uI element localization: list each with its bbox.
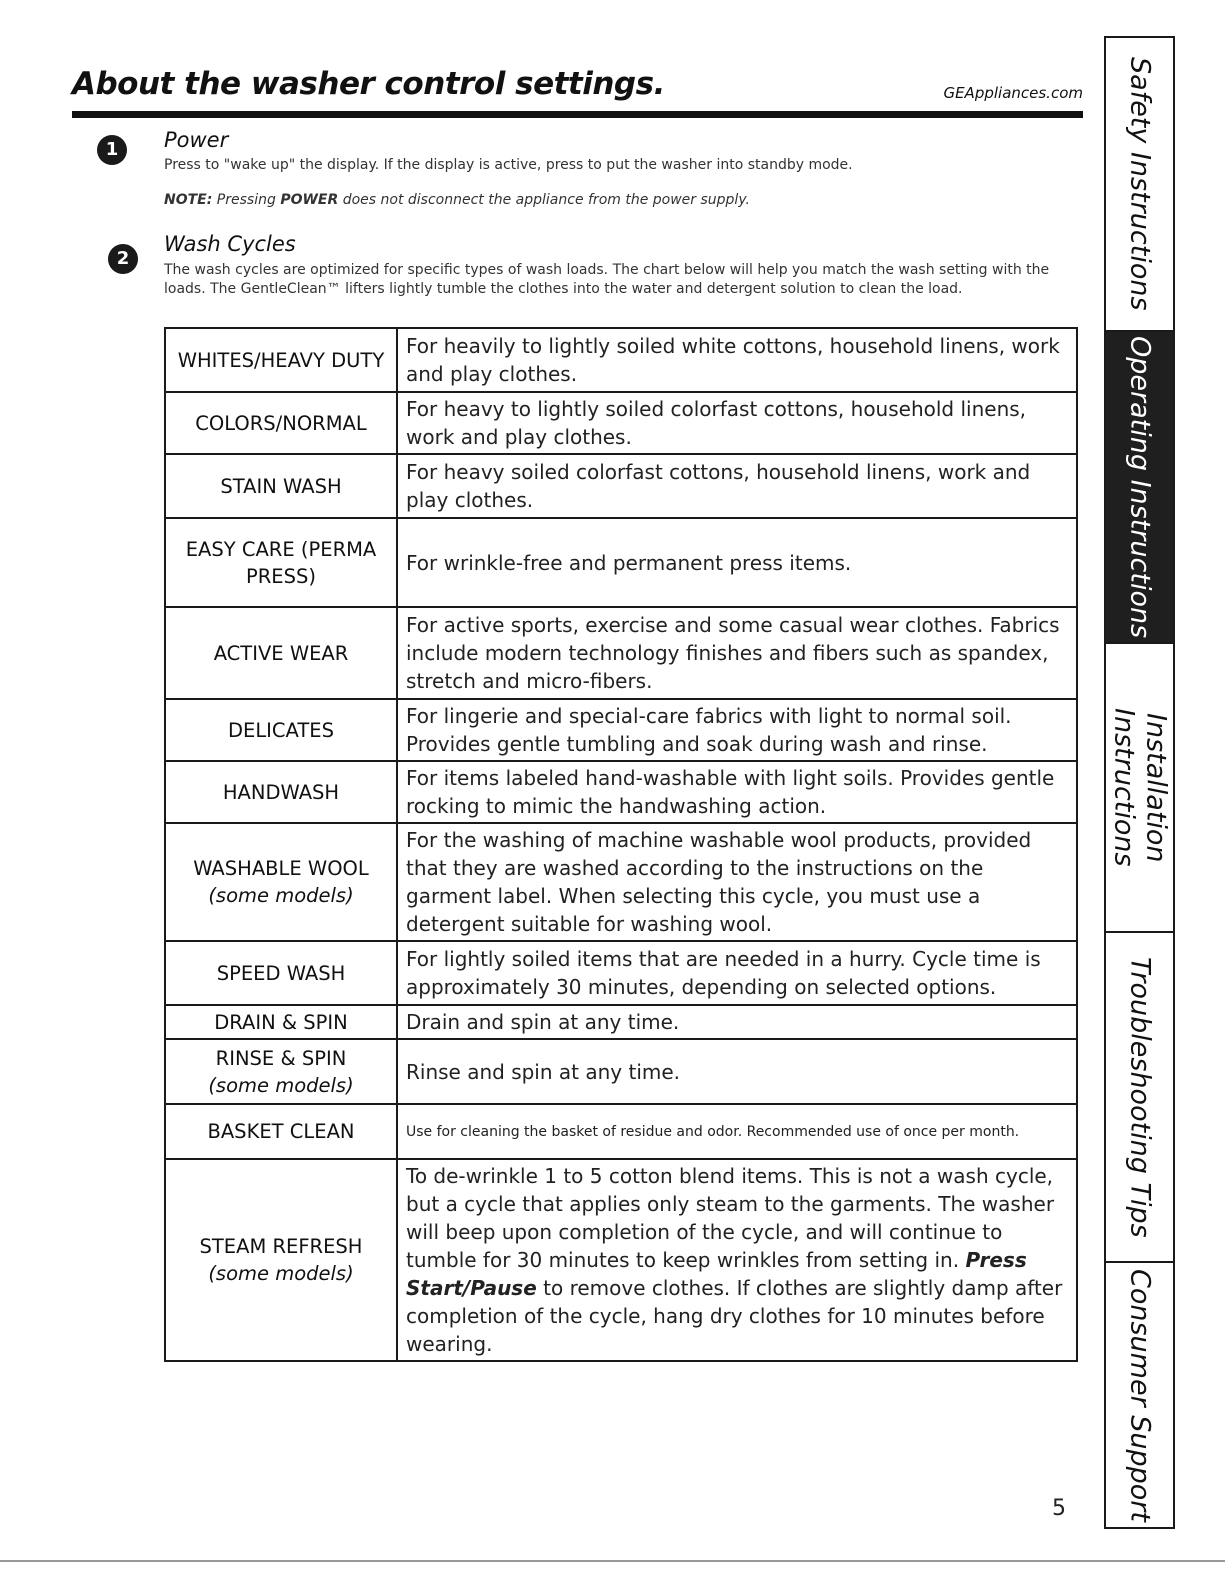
cycle-name-text: DELICATES	[227, 718, 334, 742]
cycle-description: For active sports, exercise and some casual wear clothes. Fabrics include modern technology finishes and fibers such as spandex, stretch and micro-fibers.	[397, 607, 1077, 699]
cycle-name-text: SPEED WASH	[216, 961, 346, 985]
tab-label: Safety Instructions	[1124, 57, 1156, 311]
cycle-description: For items labeled hand-washable with light soils. Provides gentle rocking to mimic the handwashing action.	[397, 761, 1077, 823]
cycle-description: Use for cleaning the basket of residue and odor. Recommended use of once per month.	[397, 1104, 1077, 1159]
tab-installation-instructions[interactable]	[1106, 644, 1173, 933]
cycle-description: For heavily to lightly soiled white cottons, household linens, work and play clothes.	[397, 328, 1077, 392]
title-rule	[72, 111, 1083, 118]
table-row	[165, 328, 1077, 392]
table-row	[165, 1039, 1077, 1104]
table-row	[165, 941, 1077, 1005]
wash-cycles-heading: Wash Cycles	[164, 232, 296, 256]
note-text-post: does not disconnect the appliance from the power supply.	[342, 192, 750, 208]
website-link[interactable]: GEAppliances.com	[943, 84, 1083, 102]
page-title: About the washer control settings.	[72, 66, 665, 102]
cycle-name-text: EASY CARE (PERMA PRESS)	[185, 537, 377, 588]
power-note	[164, 191, 1074, 210]
power-heading: Power	[164, 128, 229, 152]
table-row	[165, 454, 1077, 518]
cycle-desc-bold: Press Start/Pause	[406, 1248, 1027, 1300]
cycle-name	[165, 699, 397, 761]
table-row	[165, 1104, 1077, 1159]
tab-consumer-support[interactable]	[1106, 1263, 1173, 1527]
cycle-note: (some models)	[208, 1262, 354, 1285]
tab-label: Consumer Support	[1124, 1268, 1156, 1522]
table-row	[165, 761, 1077, 823]
cycle-name-text: WASHABLE WOOL	[193, 857, 369, 880]
tab-label: Operating Instructions	[1124, 335, 1156, 639]
cycle-description: Rinse and spin at any time.	[397, 1039, 1077, 1104]
footer-divider	[0, 1560, 1225, 1562]
note-text-pre: Pressing	[216, 192, 276, 208]
cycle-name	[165, 454, 397, 518]
cycle-name	[165, 518, 397, 607]
cycle-name	[165, 328, 397, 392]
tab-troubleshooting-tips[interactable]	[1106, 933, 1173, 1263]
cycle-name-text: BASKET CLEAN	[207, 1120, 355, 1143]
table-row	[165, 1005, 1077, 1039]
table-row	[165, 518, 1077, 607]
table-row	[165, 823, 1077, 941]
cycle-name-text: STAIN WASH	[220, 474, 342, 498]
cycle-name-text: STEAM REFRESH	[199, 1235, 363, 1258]
cycle-note: (some models)	[208, 884, 354, 907]
tab-operating-instructions[interactable]	[1106, 332, 1173, 644]
note-label: NOTE:	[164, 192, 213, 208]
cycle-description: Drain and spin at any time.	[397, 1005, 1077, 1039]
cycle-name	[165, 1159, 397, 1361]
cycle-name	[165, 1039, 397, 1104]
cycle-description: For wrinkle-free and permanent press items.	[397, 518, 1077, 607]
cycle-description: For lightly soiled items that are needed in a hurry. Cycle time is approximately 30 minutes, depending on selected options.	[397, 941, 1077, 1005]
note-bold-power: POWER	[280, 192, 339, 208]
cycle-description	[397, 1159, 1077, 1361]
cycle-note: (some models)	[208, 1073, 354, 1097]
table-row	[165, 699, 1077, 761]
cycle-desc-post: to remove clothes. If clothes are slightly damp after completion of the cycle, hang dry clothes for 10 minutes before wearing.	[406, 1276, 1063, 1356]
cycle-name-text: ACTIVE WEAR	[213, 641, 349, 665]
section-tabs-sidebar	[1104, 36, 1175, 1529]
cycle-name	[165, 941, 397, 1005]
tab-label: Installation Instructions	[1108, 708, 1172, 867]
power-description: Press to "wake up" the display. If the display is active, press to put the washer into standby mode.	[164, 157, 853, 173]
cycle-name	[165, 392, 397, 454]
cycle-name-text: COLORS/NORMAL	[195, 411, 367, 435]
cycle-name	[165, 607, 397, 699]
page-number: 5	[1052, 1496, 1066, 1521]
cycle-description: For the washing of machine washable wool products, provided that they are washed according to the instructions on the garment label. When selecting this cycle, you must use a detergent suitable for washing wool.	[397, 823, 1077, 941]
cycle-name	[165, 1005, 397, 1039]
table-row	[165, 1159, 1077, 1361]
step-1-badge: 1	[97, 135, 127, 165]
cycle-description: For heavy soiled colorfast cottons, household linens, work and play clothes.	[397, 454, 1077, 518]
wash-cycles-table	[164, 327, 1078, 1362]
cycle-name-text: RINSE & SPIN	[215, 1046, 347, 1070]
wash-cycles-description: The wash cycles are optimized for specific types of wash loads. The chart below will help you match the wash setting with the loads. The GentleClean™ lifters lightly tumble the clothes into the water and detergent solution to clean the load.	[164, 262, 1050, 297]
cycle-name-text: WHITES/HEAVY DUTY	[177, 348, 385, 372]
cycle-name-text: HANDWASH	[222, 780, 340, 804]
table-row	[165, 607, 1077, 699]
cycle-name	[165, 823, 397, 941]
cycle-name	[165, 761, 397, 823]
tab-safety-instructions[interactable]	[1106, 38, 1173, 332]
cycle-description: For lingerie and special-care fabrics with light to normal soil. Provides gentle tumbling and soak during wash and rinse.	[397, 699, 1077, 761]
cycle-desc-pre: To de-wrinkle 1 to 5 cotton blend items. This is not a wash cycle, but a cycle that applies only steam to the garments. The washer will beep upon completion of the cycle, and will continue to tumble for 30 minutes to keep wrinkles from setting in.	[406, 1164, 1055, 1272]
cycle-name-text: DRAIN & SPIN	[214, 1010, 348, 1034]
cycle-name	[165, 1104, 397, 1159]
tab-label: Troubleshooting Tips	[1124, 956, 1156, 1238]
step-2-badge: 2	[108, 244, 138, 274]
table-row	[165, 392, 1077, 454]
cycle-description: For heavy to lightly soiled colorfast cottons, household linens, work and play clothes.	[397, 392, 1077, 454]
